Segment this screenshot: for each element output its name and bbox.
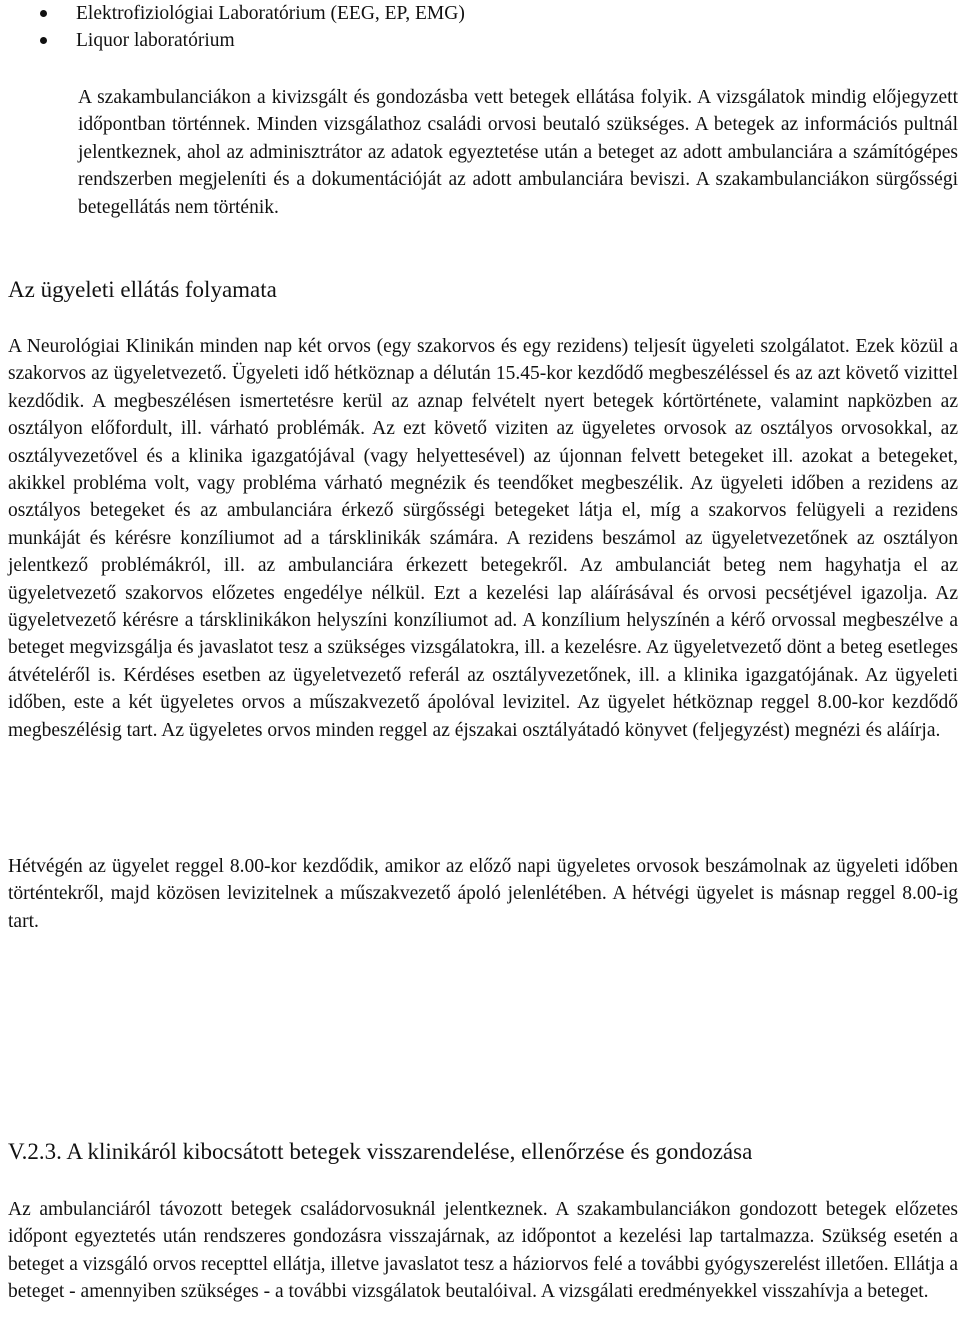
section-heading: Az ügyeleti ellátás folyamata bbox=[8, 277, 277, 302]
section-paragraph-1: A Neurológiai Klinikán minden nap két orvos (egy szakorvos és egy rezidens) teljesít ügyeleti szolgálatot. Ezek közül a szakorvos az ügyeletvezető. Ügyeleti idő hétköznap a délután 15.45-kor kezdődő megbeszéléssel és az azt követő vizittel kezdődik. A megbeszélésen ismertetésre kerül az aznap felvételt nyert betegek kórtörténete, valamint napközben az osztályon előfordult, ill. várható problémák. Az ezt követő viziten az ügyeletes orvosok az osztályos orvosokkal, az osztályvezetővel és a klinika igazgatójával (vagy helyettesével) az újonnan felvett betegeket ill. azokat a betegeket, akikkel probléma volt, vagy probléma várható megnézik és teendőket megbeszélik. Az ügyeleti időben a rezidens az osztályos betegeket és az ambulanciára érkező sürgősségi betegeket látja el, míg a szakorvos felügyeli a rezidens munkáját és kérésre konzíliumot ad a társklinikák számára. A rezidens beszámol az ügyeletvezetőnek az osztályon jelentkező problémákról, ill. az ambulanciára érkezett betegekről. Az ambulanciát beteg nem hagyhatja el az ügyeletvezető szakorvos előzetes engedélye nélkül. Ezt a kezelési lap aláírásával és orvosi pecsétjével igazolja. Az ügyeletvezető kérésre a társklinikákon helyszíni konzíliumot ad. A konzílium helyszínén a kérő orvossal megbeszélve a beteget megvizsgálja és javaslatot tesz a szükséges vizsgálatokra, ill. a kezelésre. Az ügyeletvezető dönt a beteg esetleges átvételéről is. Kérdéses esetben az ügyeletvezető referál az osztályvezetőnek, ill. a klinika igazgatójának. Az ügyeleti időben, este a két ügyeletes orvos a műszakvezető ápolóval levizitel. Az ügyelet hétköznap reggel 8.00-kor kezdődő megbeszélésig tart. Az ügyeletes orvos minden reggel az éjszakai osztályátadó könyvet (feljegyzést) megnézi és aláírja. bbox=[8, 336, 958, 741]
list-item-text: Elektrofiziológiai Laboratórium (EEG, EP, EMG) bbox=[76, 3, 465, 24]
list-item bbox=[8, 27, 465, 54]
list-item-text: Liquor laboratórium bbox=[76, 30, 235, 51]
section-paragraph-2: Hétvégén az ügyelet reggel 8.00-kor kezdődik, amikor az előző napi ügyeletes orvosok beszámolnak az ügyeleti időben történtekről, majd közösen levizitelnek a műszakvezető ápoló jelenlétében. A hétvégi ügyelet is másnap reggel 8.00-ig tart. bbox=[8, 856, 958, 932]
intro-paragraph: A szakambulanciákon a kivizsgált és gondozásba vett betegek ellátása folyik. A vizsgálatok mindig előjegyzett időpontban történnek. Minden vizsgálathoz családi orvosi beutaló szükséges. A betegek az információs pultnál jelentkeznek, ahol az adminisztrátor az adatok egyeztetése után a beteget az adott ambulanciára a számítógépes rendszerben megjeleníti és a dokumentációját az adott ambulanciára beviszi. A szakambulanciákon sürgősségi betegellátás nem történik. bbox=[78, 87, 958, 218]
subsection-paragraph: Az ambulanciáról távozott betegek családorvosuknál jelentkeznek. A szakambulanciákon gondozott betegek előzetes időpont egyeztetés után rendszeres gondozásra visszajárnak, az időpontot a kezelési lap tartalmazza. Szükség esetén a beteget a vizsgáló orvos recepttel ellátja, illetve javaslatot tesz a háziorvos felé a további gyógyszerelést illetően. Ellátja a beteget - amennyiben szükséges - a további vizsgálatok beutalóival. A vizsgálati eredményekkel visszahívja a beteget. bbox=[8, 1199, 958, 1303]
subsection-heading: V.2.3. A klinikáról kibocsátott betegek visszarendelése, ellenőrzése és gondozása bbox=[8, 1139, 753, 1164]
bullet-dot bbox=[40, 37, 47, 44]
bullet-dot bbox=[40, 10, 47, 17]
lab-list bbox=[8, 0, 465, 54]
list-item bbox=[8, 0, 465, 27]
